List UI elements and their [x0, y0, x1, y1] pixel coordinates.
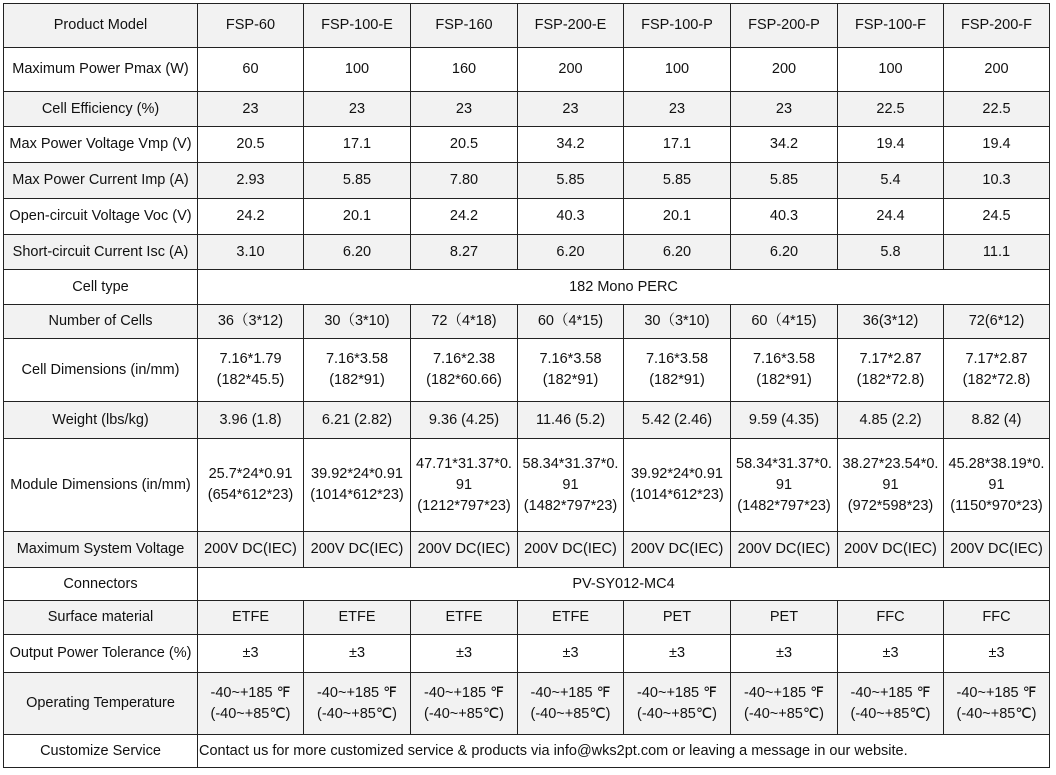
table-row [4, 532, 1050, 568]
table-cell: 72（4*18) [411, 305, 518, 339]
cell-line: (1212*797*23) [417, 497, 511, 514]
table-cell [731, 439, 838, 532]
cell-line: 39.92*24*0.91 [631, 466, 723, 482]
row-label: Short-circuit Current Isc (A) [4, 235, 198, 270]
table-cell [411, 339, 518, 402]
table-cell: 24.2 [198, 199, 304, 235]
table-cell: 72(6*12) [944, 305, 1050, 339]
spec-table [3, 3, 1050, 768]
row-label: Number of Cells [4, 305, 198, 339]
table-cell [411, 673, 518, 735]
table-cell: 5.8 [838, 235, 944, 270]
row-label: Cell Dimensions (in/mm) [4, 339, 198, 402]
table-cell: 200V DC(IEC) [304, 532, 411, 568]
table-row [4, 163, 1050, 199]
table-cell: 6.20 [624, 235, 731, 270]
table-cell: 17.1 [624, 127, 731, 163]
cell-line: 7.16*3.58 [752, 351, 816, 367]
cell-line: (-40~+85℃) [530, 705, 611, 722]
cell-line: -40~+185 ℉ [637, 684, 717, 701]
cell-line: (1482*797*23) [523, 497, 618, 514]
table-cell: 5.85 [731, 163, 838, 199]
table-row [4, 127, 1050, 163]
table-cell: 23 [518, 92, 624, 127]
model-header: FSP-100-P [624, 4, 731, 48]
table-cell: 22.5 [838, 92, 944, 127]
table-cell: 200 [731, 48, 838, 92]
table-cell: 23 [624, 92, 731, 127]
table-cell: ±3 [731, 635, 838, 673]
cell-line: 91 [775, 476, 793, 493]
table-row [4, 439, 1050, 532]
row-label: Maximum System Voltage [4, 532, 198, 568]
cell-line: 7.16*1.79 [219, 351, 282, 367]
table-cell [838, 673, 944, 735]
cell-line: (1150*970*23) [950, 497, 1043, 514]
table-cell: ±3 [944, 635, 1050, 673]
table-cell: PET [624, 601, 731, 635]
cell-line: (182*91) [329, 372, 385, 388]
cell-line: 38.27*23.54*0. [842, 455, 939, 472]
table-cell: 3.96 (1.8) [198, 402, 304, 439]
table-cell: ±3 [304, 635, 411, 673]
row-label: Customize Service [4, 735, 198, 768]
cell-line: (-40~+85℃) [424, 705, 504, 722]
table-cell: 23 [198, 92, 304, 127]
cell-line: -40~+185 ℉ [530, 684, 611, 701]
table-cell: 30（3*10) [304, 305, 411, 339]
table-cell: 200V DC(IEC) [411, 532, 518, 568]
table-cell [304, 673, 411, 735]
cell-line: (1014*612*23) [310, 487, 404, 503]
table-cell: 8.27 [411, 235, 518, 270]
table-cell: 60 [198, 48, 304, 92]
cell-line: (182*91) [649, 372, 705, 388]
table-cell: 6.21 (2.82) [304, 402, 411, 439]
table-row [4, 199, 1050, 235]
table-cell: 10.3 [944, 163, 1050, 199]
table-cell: 23 [731, 92, 838, 127]
table-cell [944, 339, 1050, 402]
table-cell: 20.5 [411, 127, 518, 163]
table-row [4, 270, 1050, 305]
table-cell: 200 [518, 48, 624, 92]
table-row [4, 673, 1050, 735]
table-cell [518, 439, 624, 532]
table-cell: 60（4*15) [518, 305, 624, 339]
table-cell: 19.4 [838, 127, 944, 163]
table-row [4, 235, 1050, 270]
cell-line: 91 [562, 476, 579, 493]
row-label: Max Power Current Imp (A) [4, 163, 198, 199]
customize-service-note: Contact us for more customized service & products via info@wks2pt.com or leaving a message in our website. [198, 735, 1050, 768]
table-cell: 24.2 [411, 199, 518, 235]
table-cell: 23 [304, 92, 411, 127]
table-cell: 23 [411, 92, 518, 127]
table-row [4, 635, 1050, 673]
cell-line: 7.16*3.58 [325, 351, 389, 367]
table-row [4, 601, 1050, 635]
table-row [4, 735, 1050, 768]
table-cell: FFC [838, 601, 944, 635]
model-header: FSP-60 [198, 4, 304, 48]
model-header: FSP-200-P [731, 4, 838, 48]
cell-line: (182*60.66) [426, 372, 502, 388]
table-cell [838, 439, 944, 532]
table-cell: 5.42 (2.46) [624, 402, 731, 439]
cell-line: (-40~+85℃) [210, 705, 291, 722]
table-cell: 200V DC(IEC) [518, 532, 624, 568]
table-cell: 6.20 [304, 235, 411, 270]
table-cell: 24.5 [944, 199, 1050, 235]
cell-line: (1014*612*23) [630, 487, 724, 503]
table-row [4, 48, 1050, 92]
cell-line: (-40~+85℃) [317, 705, 397, 722]
table-cell: 30（3*10) [624, 305, 731, 339]
row-label: Output Power Tolerance (%) [4, 635, 198, 673]
table-cell: 200 [944, 48, 1050, 92]
table-cell: 36(3*12) [838, 305, 944, 339]
table-cell: ±3 [411, 635, 518, 673]
table-cell: 5.4 [838, 163, 944, 199]
cell-line: -40~+185 ℉ [744, 684, 824, 701]
table-cell [944, 673, 1050, 735]
table-cell: ±3 [624, 635, 731, 673]
cell-line: 7.17*2.87 [965, 351, 1028, 367]
connectors-value: PV-SY012-MC4 [198, 568, 1050, 601]
table-cell: 34.2 [731, 127, 838, 163]
table-cell [731, 673, 838, 735]
table-cell: 60（4*15) [731, 305, 838, 339]
table-cell: 36（3*12) [198, 305, 304, 339]
table-cell [304, 439, 411, 532]
cell-line: 58.34*31.37*0. [736, 455, 832, 472]
table-row [4, 339, 1050, 402]
model-header: FSP-100-F [838, 4, 944, 48]
cell-line: (-40~+85℃) [956, 705, 1037, 722]
table-cell: 160 [411, 48, 518, 92]
cell-line: 7.17*2.87 [859, 351, 922, 367]
cell-line: (654*612*23) [207, 487, 294, 503]
row-label: Cell type [4, 270, 198, 305]
table-cell: 4.85 (2.2) [838, 402, 944, 439]
table-cell: 5.85 [518, 163, 624, 199]
table-cell [624, 673, 731, 735]
table-cell: 40.3 [731, 199, 838, 235]
cell-line: 58.34*31.37*0. [522, 455, 619, 472]
cell-line: 7.16*3.58 [645, 351, 709, 367]
cell-line: -40~+185 ℉ [956, 684, 1037, 701]
cell-type-value: 182 Mono PERC [198, 270, 1050, 305]
cell-line: (1482*797*23) [737, 497, 831, 514]
table-cell: 200V DC(IEC) [198, 532, 304, 568]
table-cell: ±3 [518, 635, 624, 673]
table-cell: FFC [944, 601, 1050, 635]
row-label: Max Power Voltage Vmp (V) [4, 127, 198, 163]
table-cell: 100 [838, 48, 944, 92]
cell-line: -40~+185 ℉ [850, 684, 931, 701]
table-cell: 19.4 [944, 127, 1050, 163]
header-label: Product Model [4, 4, 198, 48]
table-row [4, 92, 1050, 127]
table-cell: 7.80 [411, 163, 518, 199]
table-cell [411, 439, 518, 532]
table-cell: 200V DC(IEC) [944, 532, 1050, 568]
table-cell: 9.36 (4.25) [411, 402, 518, 439]
model-header: FSP-200-E [518, 4, 624, 48]
table-cell: 5.85 [624, 163, 731, 199]
table-row [4, 305, 1050, 339]
row-label: Connectors [4, 568, 198, 601]
table-cell [304, 339, 411, 402]
table-cell [198, 339, 304, 402]
cell-line: 7.16*3.58 [539, 351, 602, 367]
cell-line: -40~+185 ℉ [210, 684, 291, 701]
table-cell: 40.3 [518, 199, 624, 235]
model-header: FSP-200-F [944, 4, 1050, 48]
cell-line: (182*91) [542, 372, 599, 388]
table-cell: ±3 [198, 635, 304, 673]
table-cell: 2.93 [198, 163, 304, 199]
table-cell: 200V DC(IEC) [624, 532, 731, 568]
table-cell: 8.82 (4) [944, 402, 1050, 439]
table-cell [518, 339, 624, 402]
cell-line: 47.71*31.37*0. [416, 455, 512, 472]
row-label: Module Dimensions (in/mm) [4, 439, 198, 532]
table-cell: ETFE [518, 601, 624, 635]
cell-line: 91 [882, 476, 899, 493]
table-cell [838, 339, 944, 402]
cell-line: -40~+185 ℉ [317, 684, 397, 701]
table-cell: 200V DC(IEC) [731, 532, 838, 568]
cell-line: 39.92*24*0.91 [311, 466, 403, 482]
table-cell [731, 339, 838, 402]
row-label: Maximum Power Pmax (W) [4, 48, 198, 92]
table-cell: 17.1 [304, 127, 411, 163]
cell-line: 45.28*38.19*0. [948, 455, 1045, 472]
model-header: FSP-100-E [304, 4, 411, 48]
cell-line: (972*598*23) [847, 497, 934, 514]
table-cell [624, 439, 731, 532]
table-cell: 5.85 [304, 163, 411, 199]
table-cell [198, 439, 304, 532]
cell-line: 25.7*24*0.91 [208, 466, 293, 482]
table-cell: 20.1 [624, 199, 731, 235]
table-cell: 22.5 [944, 92, 1050, 127]
table-cell: ±3 [838, 635, 944, 673]
cell-line: 91 [455, 476, 473, 493]
table-cell: ETFE [198, 601, 304, 635]
table-cell: 11.46 (5.2) [518, 402, 624, 439]
cell-line: (-40~+85℃) [744, 705, 824, 722]
table-cell [624, 339, 731, 402]
row-label: Surface material [4, 601, 198, 635]
table-cell: 11.1 [944, 235, 1050, 270]
table-row [4, 568, 1050, 601]
table-cell [518, 673, 624, 735]
cell-line: (182*72.8) [962, 372, 1031, 388]
cell-line: (-40~+85℃) [850, 705, 931, 722]
table-cell: 100 [304, 48, 411, 92]
model-header: FSP-160 [411, 4, 518, 48]
cell-line: 7.16*2.38 [432, 351, 496, 367]
cell-line: (182*91) [756, 372, 812, 388]
table-cell: 24.4 [838, 199, 944, 235]
table-cell: 100 [624, 48, 731, 92]
table-cell [198, 673, 304, 735]
table-cell: 34.2 [518, 127, 624, 163]
table-cell: 20.1 [304, 199, 411, 235]
table-cell: PET [731, 601, 838, 635]
row-label: Cell Efficiency (%) [4, 92, 198, 127]
row-label: Open-circuit Voltage Voc (V) [4, 199, 198, 235]
cell-line: -40~+185 ℉ [424, 684, 504, 701]
row-label: Weight (lbs/kg) [4, 402, 198, 439]
table-cell: 6.20 [731, 235, 838, 270]
table-cell: ETFE [304, 601, 411, 635]
table-cell: 200V DC(IEC) [838, 532, 944, 568]
row-label: Operating Temperature [4, 673, 198, 735]
cell-line: (182*45.5) [216, 372, 285, 388]
table-cell: ETFE [411, 601, 518, 635]
cell-line: (-40~+85℃) [637, 705, 717, 722]
header-row [4, 4, 1050, 48]
cell-line: 91 [988, 476, 1005, 493]
cell-line: (182*72.8) [856, 372, 925, 388]
table-cell [944, 439, 1050, 532]
table-row [4, 402, 1050, 439]
table-cell: 20.5 [198, 127, 304, 163]
table-cell: 6.20 [518, 235, 624, 270]
table-cell: 9.59 (4.35) [731, 402, 838, 439]
table-cell: 3.10 [198, 235, 304, 270]
